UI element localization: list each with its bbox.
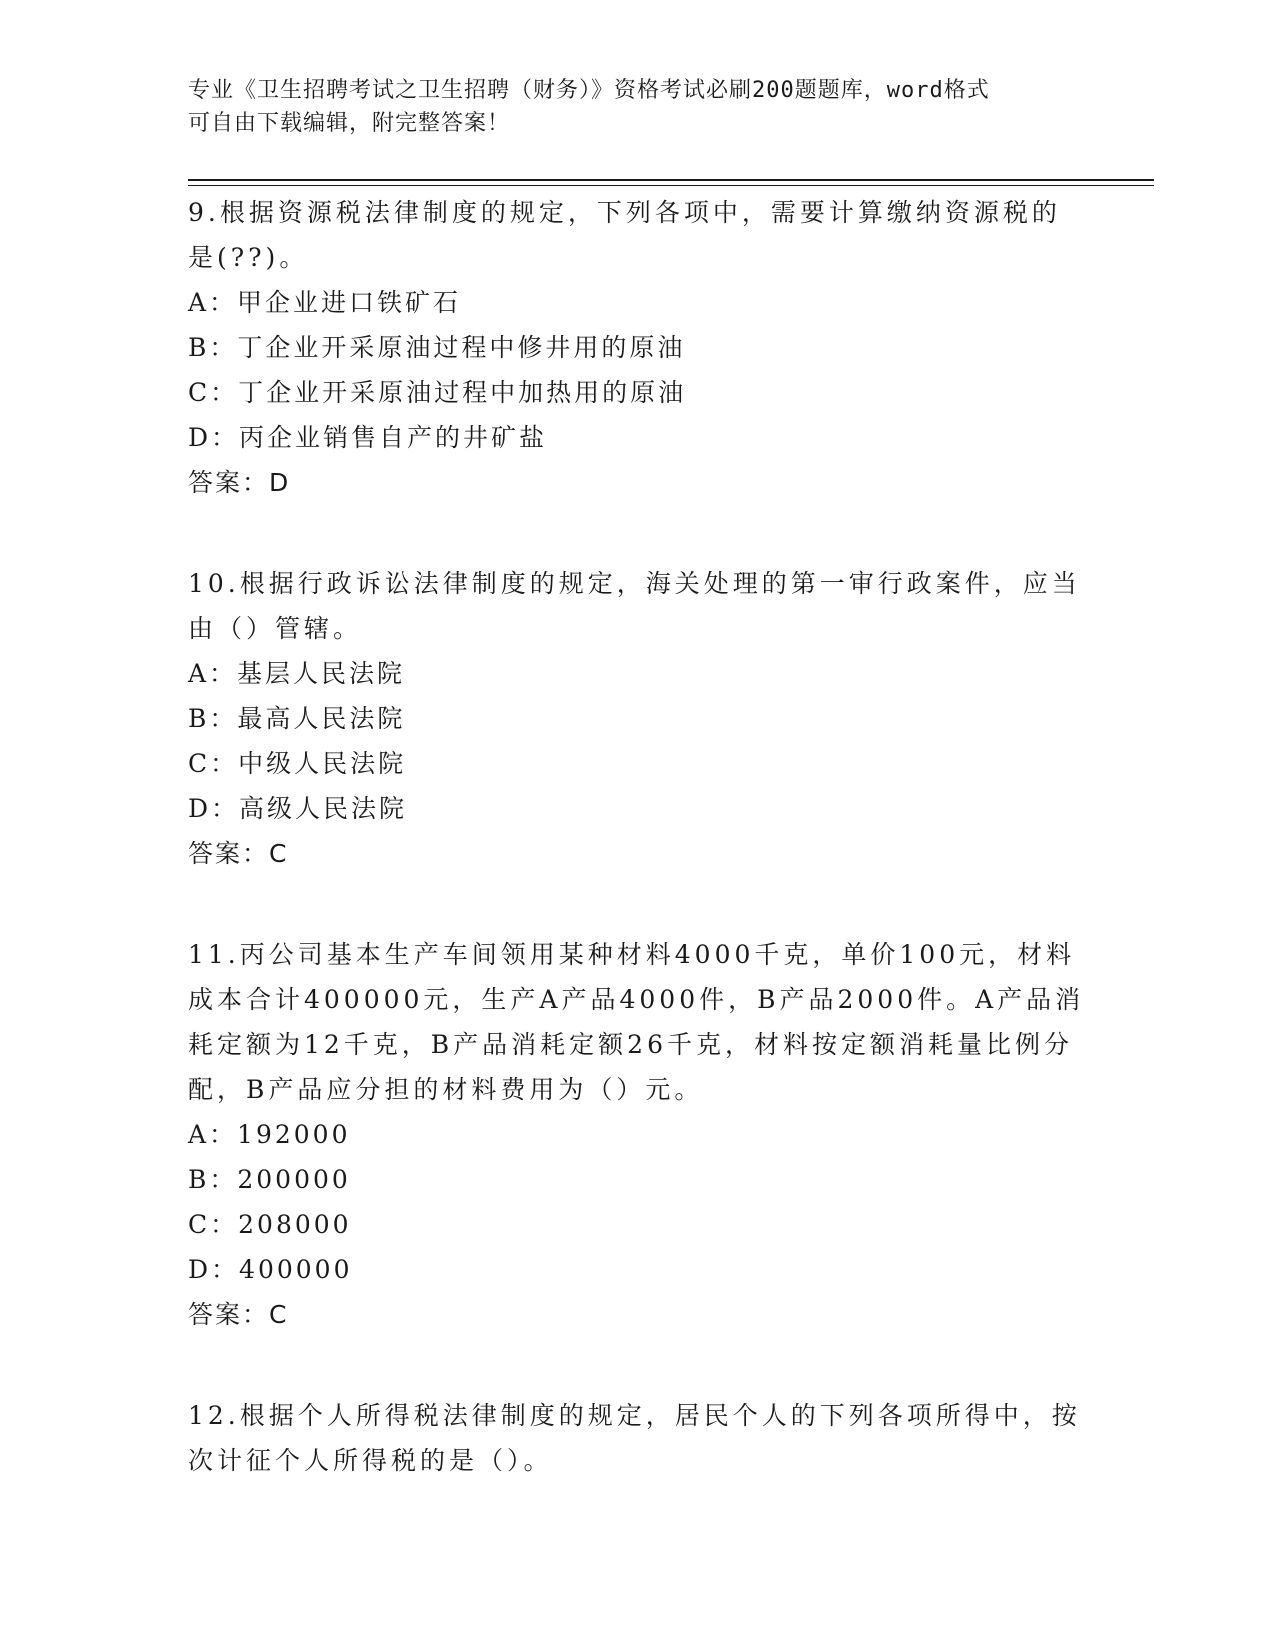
- option-c: C：丁企业开采原油过程中加热用的原油: [188, 378, 687, 407]
- question-text: 11.丙公司基本生产车间领用某种材料4000千克，单价100元，材料成本合计400000元，生产A产品4000件，B产品2000件。A产品消耗定额为12千克，B产品消耗定额26千克，材料按定额消耗量比例分配，B产品应分担的材料费用为（）元。: [188, 940, 1085, 1104]
- question-11: [188, 932, 1088, 1337]
- question-9: [188, 190, 1088, 505]
- question-text: 9.根据资源税法律制度的规定，下列各项中，需要计算缴纳资源税的是(??)。: [188, 198, 1061, 272]
- option-c: C：208000: [188, 1210, 352, 1239]
- header-line-2: 可自由下载编辑，附完整答案！: [188, 111, 511, 136]
- page-header: [188, 74, 1088, 140]
- question-12: [188, 1393, 1088, 1483]
- option-d: D：高级人民法院: [188, 794, 408, 823]
- option-a: A：192000: [188, 1120, 351, 1149]
- answer: 答案：D: [188, 468, 291, 497]
- option-d: D：400000: [188, 1255, 353, 1284]
- option-b: B：最高人民法院: [188, 704, 406, 733]
- option-c: C：中级人民法院: [188, 749, 407, 778]
- option-d: D：丙企业销售自产的井矿盐: [188, 423, 548, 452]
- header-line-1: 专业《卫生招聘考试之卫生招聘（财务）》资格考试必刷200题题库，word格式: [188, 78, 990, 103]
- answer: 答案：C: [188, 839, 289, 868]
- question-list: [188, 190, 1088, 1539]
- answer: 答案：C: [188, 1300, 289, 1329]
- question-10: [188, 561, 1088, 876]
- question-text: 12.根据个人所得税法律制度的规定，居民个人的下列各项所得中，按次计征个人所得税的是（）。: [188, 1401, 1081, 1475]
- option-b: B：丁企业开采原油过程中修井用的原油: [188, 333, 686, 362]
- option-a: A：基层人民法院: [188, 659, 406, 688]
- option-a: A：甲企业进口铁矿石: [188, 288, 462, 317]
- header-divider: [188, 179, 1154, 186]
- option-b: B：200000: [188, 1165, 351, 1194]
- question-text: 10.根据行政诉讼法律制度的规定，海关处理的第一审行政案件，应当由（）管辖。: [188, 569, 1081, 643]
